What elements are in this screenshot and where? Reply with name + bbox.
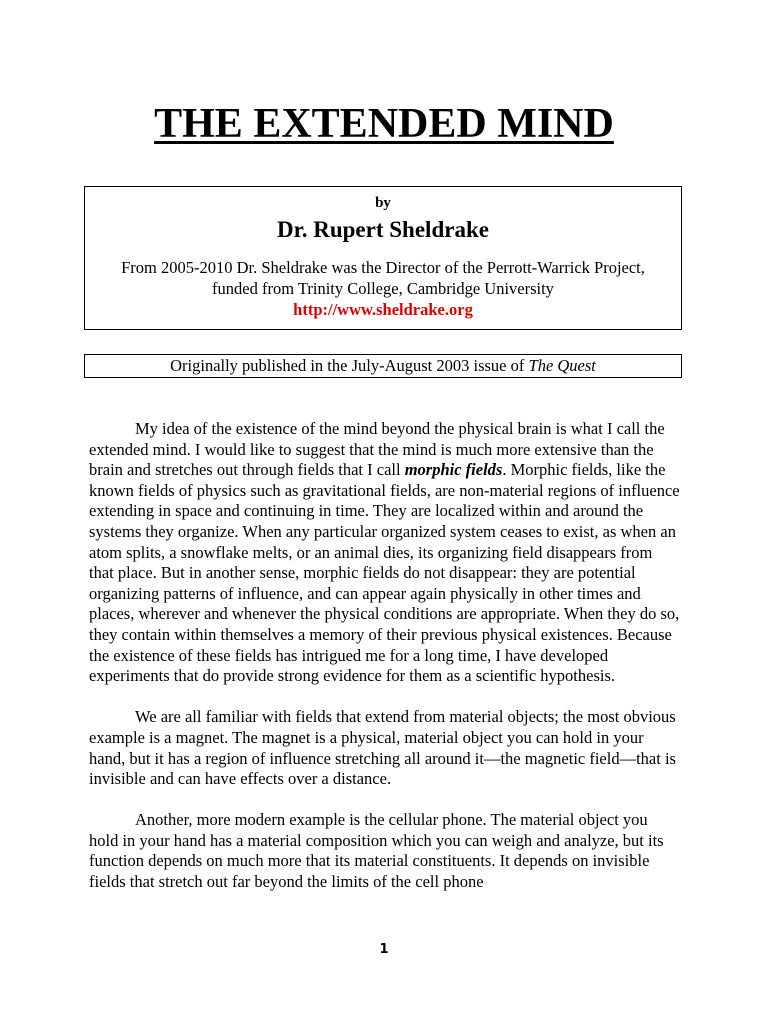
body-text xyxy=(89,419,681,913)
publication-note xyxy=(84,354,682,378)
affiliation-line-1: From 2005-2010 Dr. Sheldrake was the Director of the Perrott-Warrick Project, xyxy=(121,258,645,277)
author-name: Dr. Rupert Sheldrake xyxy=(277,217,489,242)
document-title xyxy=(0,98,768,150)
paragraph-1-part-2: . Morphic fields, like the known fields of physics such as gravitational fields, are non-material regions of influence extending in space and continuing in time. They are localized within and around the systems they organize. When any particular organized system ceases to exist, as when an atom splits, a snowflake melts, or an animal dies, its organizing field disappears from that place. But in another sense, morphic fields do not disappear: they are potential organizing patterns of influence, and can appear again physically in other times and places, wherever and whenever the physical conditions are appropriate. When they do so, they contain within themselves a memory of their previous physical existences. Because the existence of these fields has intrigued me for a long time, I have developed experiments that do provide strong evidence for them as a scientific hypothesis. xyxy=(89,460,680,686)
publication-prefix: Originally published in the July-August 2003 issue of xyxy=(170,356,529,375)
affiliation xyxy=(95,257,671,320)
paragraph-1-part-1: My idea of the existence of the mind beyond the physical brain is what I call the extended mind. I would like to suggest that the mind is much more extensive than the brain and stretches out through fields that I call xyxy=(89,419,665,480)
paragraph-2: We are all familiar with fields that extend from material objects; the most obvious example is a magnet. The magnet is a physical, material object you can hold in your hand, but it has a region of influence stretching all around it—the magnetic field—that is invisible and can have effects over a distance. xyxy=(89,707,676,789)
page-number: 1 xyxy=(379,942,389,957)
paragraph-1 xyxy=(89,419,681,687)
morphic-fields-term: morphic fields xyxy=(404,460,503,480)
byline: by xyxy=(375,195,391,211)
website-link[interactable]: http://www.sheldrake.org xyxy=(293,300,473,319)
document-title-text: THE EXTENDED MIND xyxy=(154,101,614,147)
publication-name: The Quest xyxy=(528,356,596,375)
paragraph-3: Another, more modern example is the cellular phone. The material object you hold in your hand has a material composition which you can weigh and analyze, but its function depends on much more that its material constituents. It depends on invisible fields that stretch out far beyond the limits of the cell phone xyxy=(89,810,664,892)
affiliation-line-2: funded from Trinity College, Cambridge University xyxy=(212,279,554,298)
author-box xyxy=(84,186,682,330)
